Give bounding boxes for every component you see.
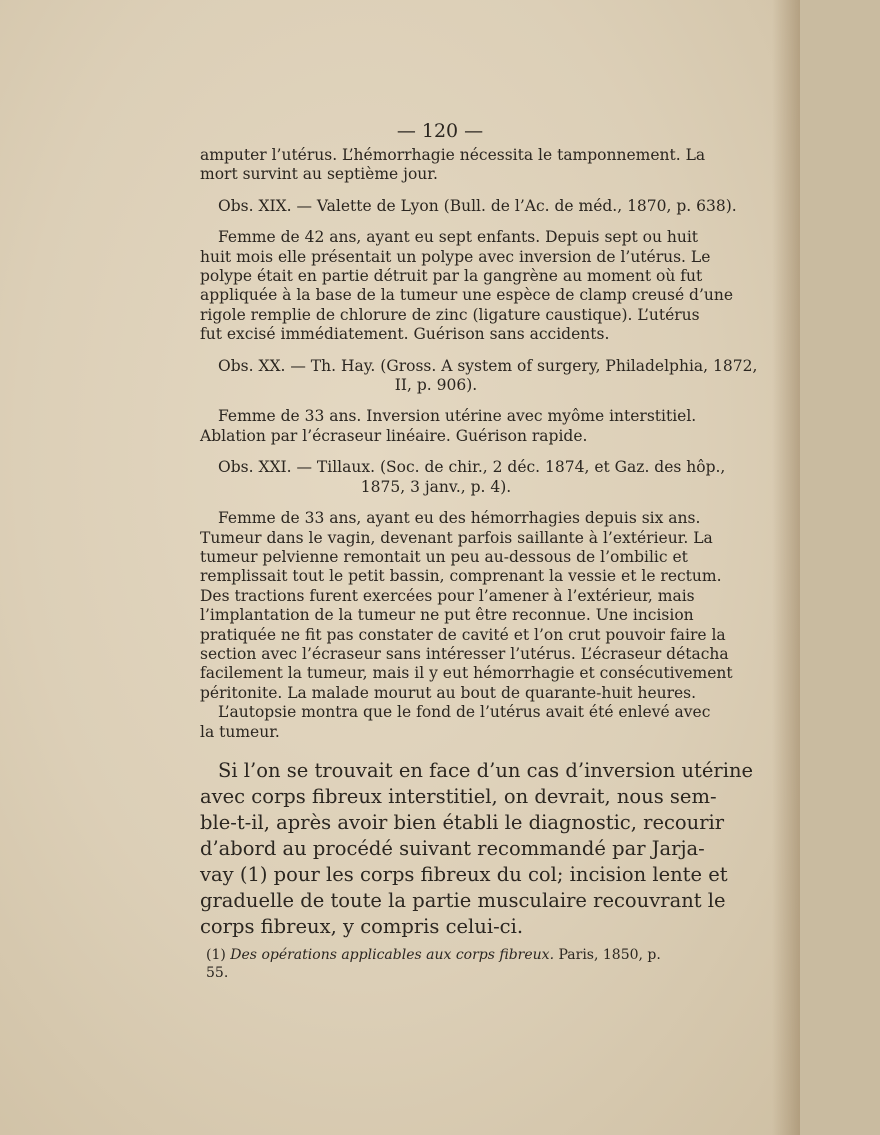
footnote-reference: Paris, 1850, p. 55. (206, 946, 661, 981)
text-line: péritonite. La malade mourut au bout de quarante-huit heures. (200, 683, 697, 702)
page-number: — 120 — (396, 120, 484, 142)
text-line: Tumeur dans le vagin, devenant parfois saillante à l’extérieur. La (200, 528, 713, 547)
body-text (200, 146, 758, 982)
text-line: amputer l’utérus. L’hémorrhagie nécessita le tamponnement. La (200, 146, 706, 164)
text-line: Femme de 42 ans, ayant eu sept enfants. Depuis sept ou huit (218, 228, 699, 247)
footnote-title: Des opérations applicables aux corps fibreux. (230, 946, 555, 963)
text-line: Des tractions furent exercées pour l’amener à l’extérieur, mais (200, 586, 695, 605)
text-line: rigole remplie de chlorure de zinc (ligature caustique). L’utérus (200, 305, 700, 324)
page-edge-shadow (772, 0, 800, 1135)
text-line: l’implantation de la tumeur ne put être reconnue. Une incision (200, 606, 694, 625)
footnote-marker: (1) (206, 946, 226, 963)
text-line: polype était en partie détruit par la gangrène au moment où fut (200, 267, 703, 286)
text-line: pratiquée ne fit pas constater de cavité et l’on crut pouvoir faire la (200, 625, 726, 644)
text-line: appliquée à la base de la tumeur une espèce de clamp creusé d’une (200, 286, 734, 305)
text-line: la tumeur. (200, 722, 280, 741)
text-line: vay (1) pour les corps fibreux du col; incision lente et (200, 862, 728, 886)
text-line: graduelle de toute la partie musculaire recouvrant le (200, 888, 726, 912)
observation-heading-xx: Obs. XX. — Th. Hay. (Gross. A system of surgery, Philadelphia, 1872, (218, 356, 758, 375)
text-line: ble-t-il, après avoir bien établi le diagnostic, recourir (200, 810, 725, 834)
text-line: facilement la tumeur, mais il y eut hémorrhagie et consécutivement (200, 664, 733, 683)
observation-heading-xxi-cont: 1875, 3 janv., p. 4). (360, 477, 512, 496)
text-line: huit mois elle présentait un polype avec inversion de l’utérus. Le (200, 247, 711, 266)
text-line: mort survint au septième jour. (200, 165, 438, 184)
text-line: remplissait tout le petit bassin, comprenant la vessie et le rectum. (200, 567, 722, 586)
observation-heading-xix: Obs. XIX. — Valette de Lyon (Bull. de l’Ac. de méd., 1870, p. 638). (218, 196, 737, 215)
text-line: L’autopsie montra que le fond de l’utérus avait été enlevé avec (218, 703, 711, 722)
text-line: Ablation par l’écraseur linéaire. Guérison rapide. (200, 426, 588, 445)
text-line: fut excisé immédiatement. Guérison sans accidents. (200, 325, 610, 344)
observation-heading-xx-cont: II, p. 906). (394, 376, 478, 395)
text-line: Femme de 33 ans. Inversion utérine avec myôme interstitiel. (218, 407, 697, 426)
footnote (200, 946, 672, 982)
text-line: Si l’on se trouvait en face d’un cas d’inversion utérine (218, 758, 754, 782)
text-line: d’abord au procédé suivant recommandé par Jarja- (200, 836, 705, 860)
text-line: avec corps fibreux interstitiel, on devrait, nous sem- (200, 784, 717, 808)
text-line: section avec l’écraseur sans intéresser l’utérus. L’écraseur détacha (200, 644, 729, 663)
text-line: Femme de 33 ans, ayant eu des hémorrhagies depuis six ans. (218, 509, 701, 528)
text-line: corps fibreux, y compris celui-ci. (200, 914, 524, 938)
observation-heading-xxi: Obs. XXI. — Tillaux. (Soc. de chir., 2 déc. 1874, et Gaz. des hôp., (218, 458, 726, 477)
text-line: tumeur pelvienne remontait un peu au-dessous de l’ombilic et (200, 547, 688, 566)
